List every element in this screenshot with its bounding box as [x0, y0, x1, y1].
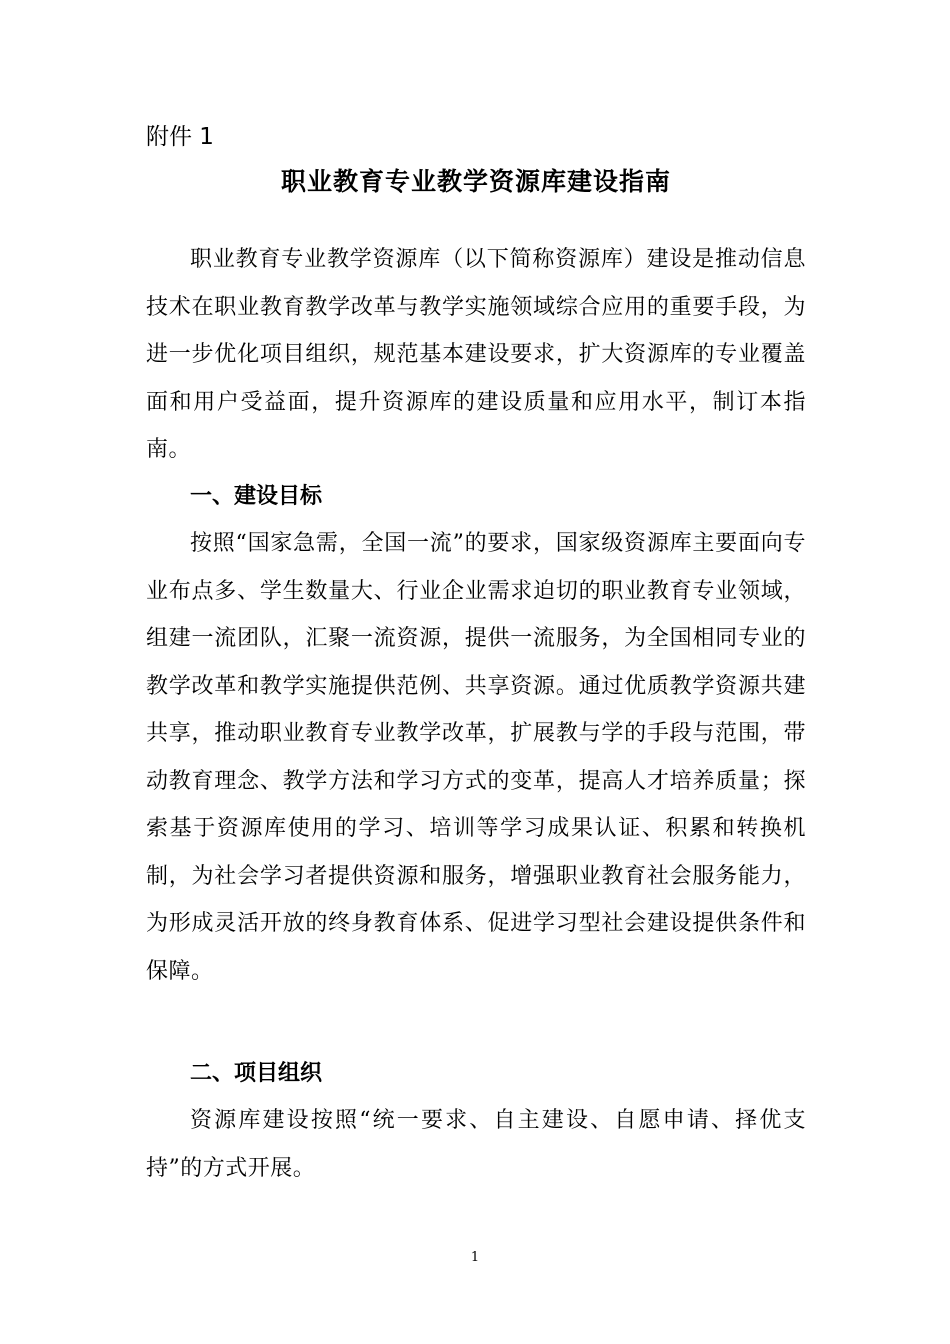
intro-paragraph: 职业教育专业教学资源库（以下简称资源库）建设是推动信息技术在职业教育教学改革与教学实施领域综合应用的重要手段，为进一步优化项目组织，规范基本建设要求，扩大资源库的专业覆盖面和用户受益面，提升资源库的建设质量和应用水平，制订本指南。 [146, 247, 806, 462]
section-heading-organization: 二、项目组织 [190, 1061, 323, 1086]
section-body-organization: 资源库建设按照“统一要求、自主建设、自愿申请、择优支持”的方式开展。 [146, 1108, 806, 1181]
section-body-goals: 按照“国家急需，全国一流”的要求，国家级资源库主要面向专业布点多、学生数量大、行业企业需求迫切的职业教育专业领域，组建一流团队，汇聚一流资源，提供一流服务，为全国相同专业的教学改革和教学实施提供范例、共享资源。通过优质教学资源共建共享，推动职业教育专业教学改革，扩展教与学的手段与范围，带动教育理念、教学方法和学习方式的变革，提高人才培养质量；探索基于资源库使用的学习、培训等学习成果认证、积累和转换机制，为社会学习者提供资源和服务，增强职业教育社会服务能力，为形成灵活开放的终身教育体系、促进学习型社会建设提供条件和保障。 [146, 531, 806, 984]
attachment-label: 附件 1 [146, 124, 214, 150]
section-heading-goals: 一、建设目标 [190, 484, 323, 509]
document-title: 职业教育专业教学资源库建设指南 [280, 167, 671, 196]
page-number: 1 [470, 1250, 480, 1265]
